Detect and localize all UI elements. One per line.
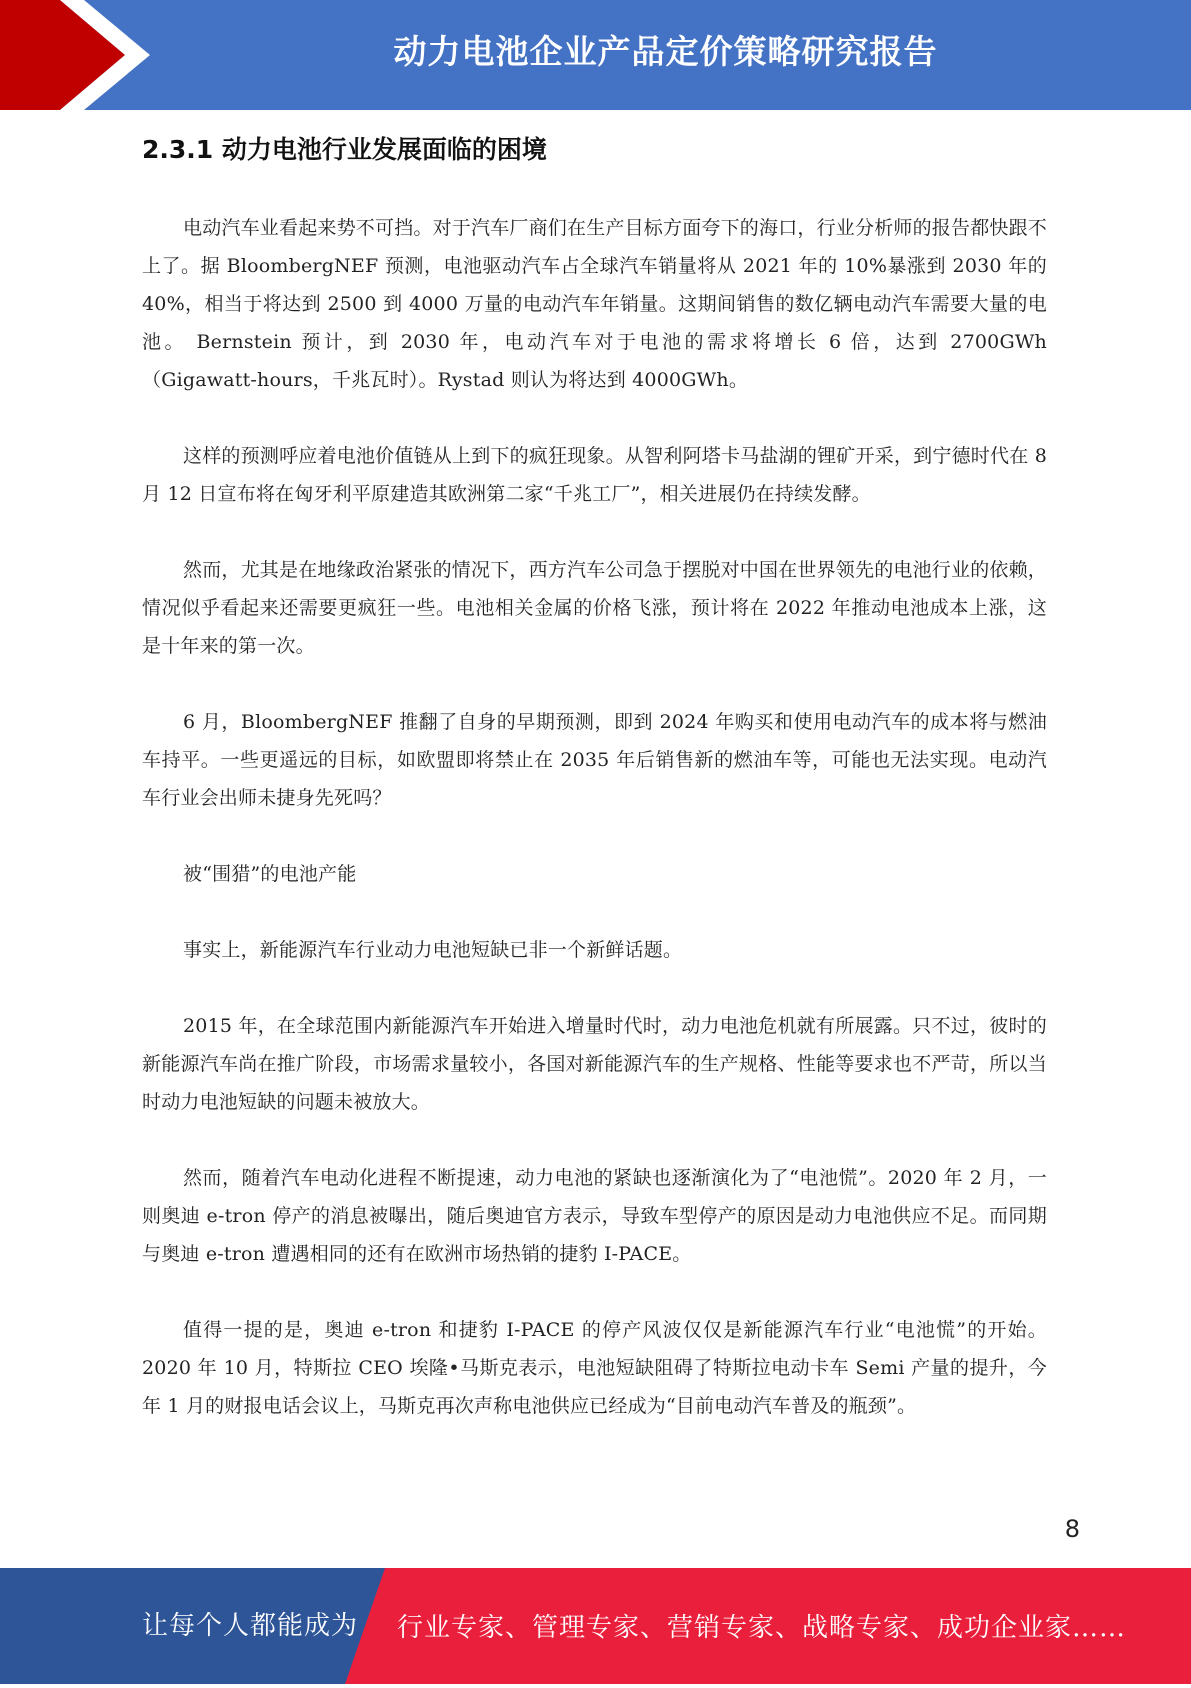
paragraph: 2015 年，在全球范围内新能源汽车开始进入增量时代时，动力电池危机就有所展露。只不过，彼时的新能源汽车尚在推广阶段，市场需求量较小，各国对新能源汽车的生产规格、性能等要求也不严苛，所以当时动力电池短缺的问题未被放大。 — [142, 1015, 1047, 1113]
report-title: 动力电池企业产品定价策略研究报告 — [393, 32, 938, 71]
paragraph: 6 月，BloombergNEF 推翻了自身的早期预测，即到 2024 年购买和使用电动汽车的成本将与燃油车持平。一些更遥远的目标，如欧盟即将禁止在 2035 年后销售新的燃油车等，可能也无法实现。电动汽车行业会出师未捷身先死吗？ — [142, 711, 1047, 809]
footer-slogan-right: 行业专家、管理专家、营销专家、战略专家、成功企业家…… — [397, 1613, 1127, 1643]
paragraph: 事实上，新能源汽车行业动力电池短缺已非一个新鲜话题。 — [183, 939, 683, 961]
header-banner — [0, 0, 1191, 110]
paragraph: 然而，随着汽车电动化进程不断提速，动力电池的紧缺也逐渐演化为了“电池慌”。2020 年 2 月，一则奥迪 e-tron 停产的消息被曝出，随后奥迪官方表示，导致车型停产的原因是动力电池供应不足。而同期与奥迪 e-tron 遭遇相同的还有在欧洲市场热销的捷豹 I-PACE。 — [142, 1167, 1047, 1265]
footer-banner — [0, 1568, 1191, 1684]
paragraph: 然而，尤其是在地缘政治紧张的情况下，西方汽车公司急于摆脱对中国在世界领先的电池行业的依赖，情况似乎看起来还需要更疯狂一些。电池相关金属的价格飞涨，预计将在 2022 年推动电池成本上涨，这是十年来的第一次。 — [142, 559, 1048, 657]
paragraph: 这样的预测呼应着电池价值链从上到下的疯狂现象。从智利阿塔卡马盐湖的锂矿开采，到宁德时代在 8 月 12 日宣布将在匈牙利平原建造其欧洲第二家“千兆工厂”，相关进展仍在持续发酵。 — [142, 445, 1047, 505]
subheading-paragraph: 被“围猎”的电池产能 — [183, 863, 357, 885]
chevron-arrow-icon — [0, 0, 160, 110]
paragraph: 电动汽车业看起来势不可挡。对于汽车厂商们在生产目标方面夸下的海口，行业分析师的报告都快跟不上了。据 BloombergNEF 预测，电池驱动汽车占全球汽车销量将从 2021 年的 10%暴涨到 2030 年的 40%，相当于将达到 2500 到 4000 万量的电动汽车年销量。这期间销售的数亿辆电动汽车需要大量的电池。 Bernstein 预计，到 2030 年，电动汽车对于电池的需求将增长 6 倍，达到 2700GWh（Gigawatt-hours，千兆瓦时）。Rystad 则认为将达到 4000GWh。 — [142, 217, 1048, 391]
body-text — [142, 209, 1047, 1463]
paragraph: 值得一提的是，奥迪 e-tron 和捷豹 I-PACE 的停产风波仅仅是新能源汽车行业“电池慌”的开始。2020 年 10 月，特斯拉 CEO 埃隆•马斯克表示，电池短缺阻碍了特斯拉电动卡车 Semi 产量的提升，今年 1 月的财报电话会议上，马斯克再次声称电池供应已经成为“目前电动汽车普及的瓶颈”。 — [142, 1319, 1047, 1417]
section-heading: 2.3.1 动力电池行业发展面临的困境 — [142, 135, 547, 164]
page-number: 8 — [1064, 1515, 1080, 1543]
footer-slogan-left: 让每个人都能成为 — [142, 1611, 359, 1641]
